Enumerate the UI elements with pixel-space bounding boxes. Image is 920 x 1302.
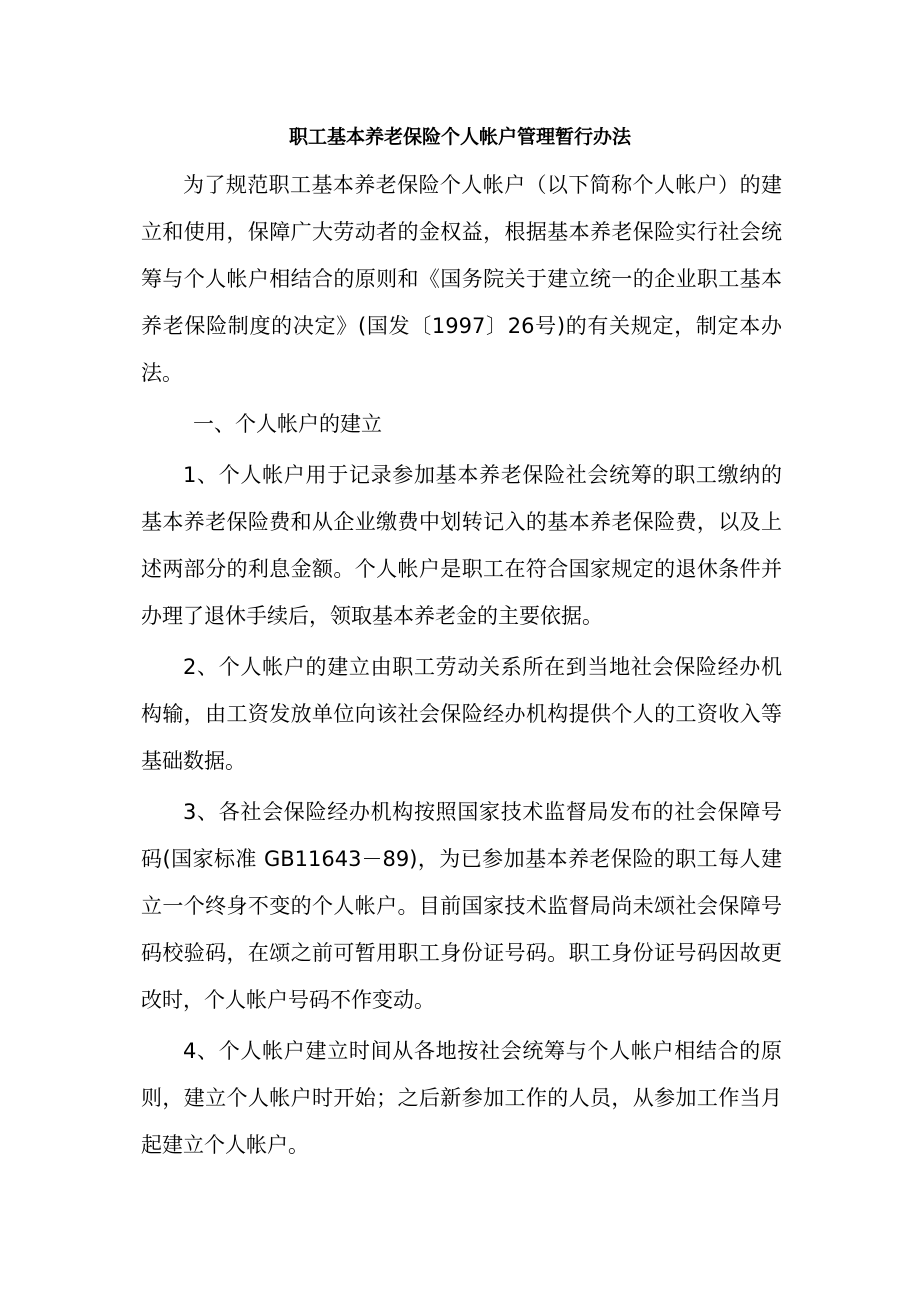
document-title: 职工基本养老保险个人帐户管理暂行办法: [288, 126, 631, 148]
text-line: 法。: [141, 361, 183, 385]
text-line: 4、个人帐户建立时间从各地按社会统筹与个人帐户相结合的原: [183, 1039, 782, 1063]
text-line: 养老保险制度的决定》(国发〔1997〕26号)的有关规定，制定本办: [141, 314, 782, 338]
paragraph-item-3: [141, 789, 782, 1024]
text-line: 改时，个人帐户号码不作变动。: [141, 988, 435, 1012]
text-line: 办理了退休手续后，领取基本养老金的主要依据。: [141, 604, 603, 628]
paragraph-item-4: [141, 1028, 782, 1169]
text-line: 1、个人帐户用于记录参加基本养老保险社会统筹的职工缴纳的: [183, 463, 782, 487]
text-line: 起建立个人帐户。: [141, 1133, 309, 1157]
text-line: 立一个终身不变的个人帐户。目前国家技术监督局尚未颂社会保障号: [141, 894, 782, 918]
paragraph-item-2: [141, 644, 782, 785]
text-line: 为了规范职工基本养老保险个人帐户（以下简称个人帐户）的建: [183, 173, 782, 197]
text-line: 筹与个人帐户相结合的原则和《国务院关于建立统一的企业职工基本: [141, 267, 782, 291]
text-line: 基础数据。: [141, 749, 246, 773]
document-body: [141, 162, 782, 1169]
text-line: 立和使用，保障广大劳动者的金权益，根据基本养老保险实行社会统: [141, 220, 782, 244]
text-line: 则，建立个人帐户时开始；之后新参加工作的人员，从参加工作当月: [141, 1086, 782, 1110]
text-line: 码(国家标准 GB11643－89)，为已参加基本养老保险的职工每人建: [141, 847, 782, 871]
text-line: 基本养老保险费和从企业缴费中划转记入的基本养老保险费，以及上: [141, 510, 782, 534]
text-line: 码校验码，在颂之前可暂用职工身份证号码。职工身份证号码因故更: [141, 941, 782, 965]
paragraph-intro: [141, 162, 782, 397]
paragraph-item-1: [141, 452, 782, 640]
text-line: 述两部分的利息金额。个人帐户是职工在符合国家规定的退休条件并: [141, 557, 782, 581]
section-heading-text: 一、个人帐户的建立: [193, 412, 382, 436]
section-heading: [141, 401, 782, 448]
text-line: 构输，由工资发放单位向该社会保险经办机构提供个人的工资收入等: [141, 702, 782, 726]
text-line: 3、各社会保险经办机构按照国家技术监督局发布的社会保障号: [183, 800, 782, 824]
text-line: 2、个人帐户的建立由职工劳动关系所在到当地社会保险经办机: [183, 655, 782, 679]
